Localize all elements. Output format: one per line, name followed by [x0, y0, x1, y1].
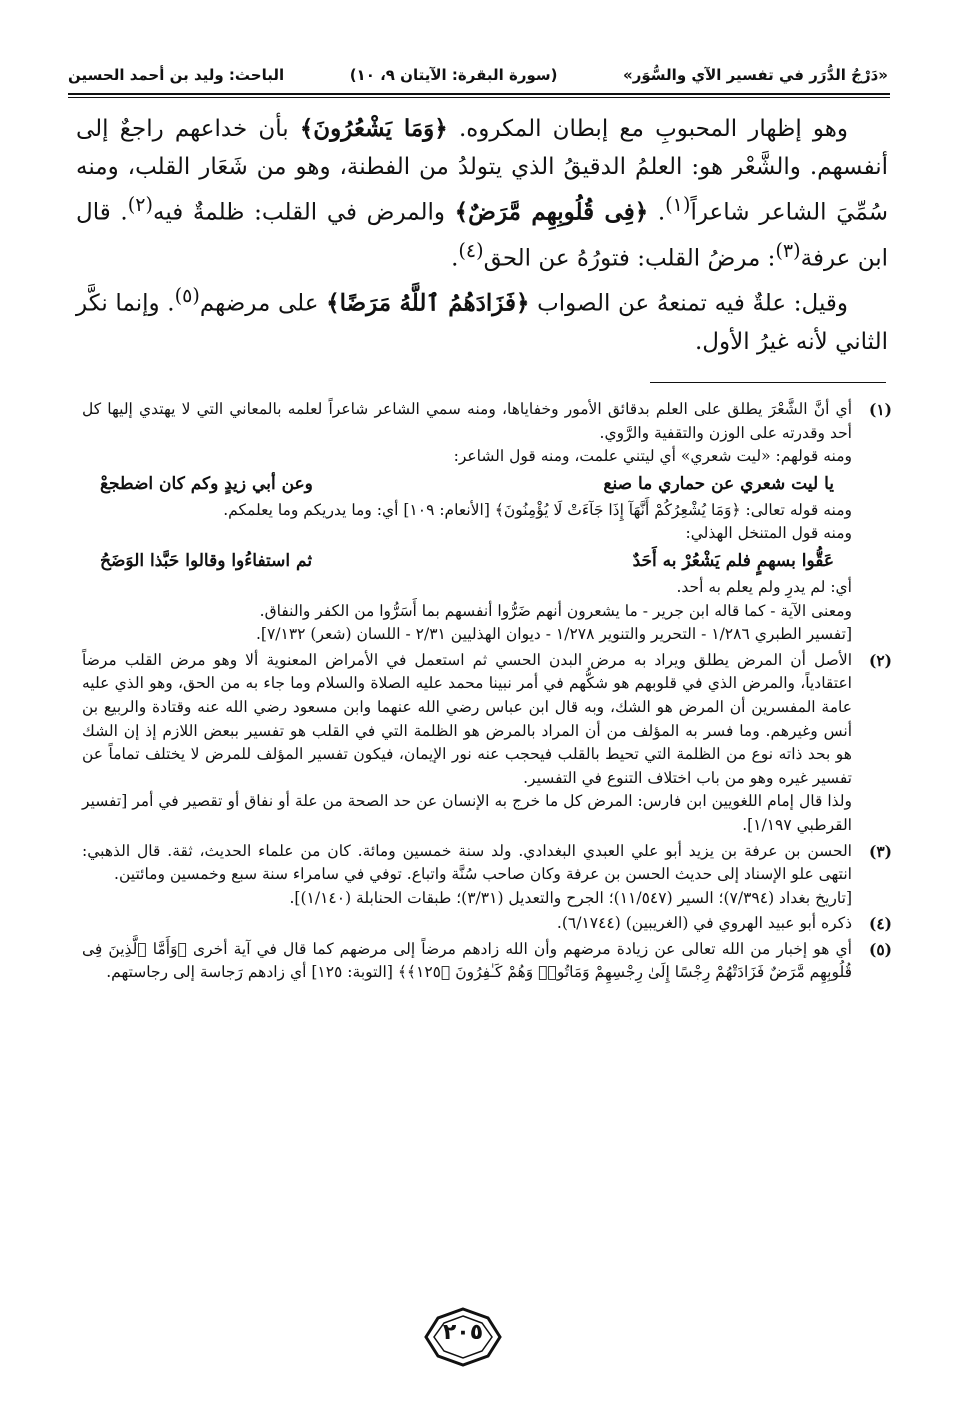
footnote-separator — [650, 382, 886, 383]
footnote-citation: [تفسير الطبري ١/٢٨٦ - التحرير والتنوير ١/٢٧٨ - ديوان الهذليين ٢/٣١ - اللسان (شعر) ٧/١٣٢]. — [255, 625, 852, 644]
text-span: وقيل: علةٌ فيه تمنعهُ عن الصواب — [529, 290, 848, 317]
paragraph-1 — [76, 110, 888, 277]
footnote-line: ومنه قوله تعالى: ﴿وَمَا يُشْعِرُكُمْ أَنَّهَآ إِذَا جَآءَتْ لَا يُؤْمِنُونَ﴾ [الأنعام: ١٠٩] أي: وما يدريكم وما يعلمكم. — [223, 500, 852, 519]
page-number: ٢٠٥ — [442, 1320, 484, 1345]
researcher-name: الباحث: وليد بن أحمد الحسين — [68, 66, 285, 84]
main-text — [76, 110, 888, 361]
text-span: . — [648, 199, 666, 226]
footnote-body — [82, 840, 852, 911]
footnote-ref: (٤) — [458, 238, 484, 262]
text-span: والمرض في القلب: ظلمةٌ فيه — [152, 199, 455, 226]
text-span: . — [451, 245, 459, 272]
quran-quote: ﴿وَمَا يَشْعُرُونَ﴾ — [299, 115, 448, 142]
verse-hemistich: ثم استفاءُوا وقالوا حَبَّذا الوَضَحُ — [100, 550, 313, 571]
quran-quote: ﴿فِى قُلُوبِهِم مَّرَضٌ﴾ — [454, 198, 649, 226]
footnote-number: (١) — [868, 400, 892, 419]
poetry-verse — [82, 469, 852, 499]
quran-quote: ﴿فَزَادَهُمُ ٱللَّهُ مَرَضًا﴾ — [326, 289, 530, 317]
page-header — [68, 58, 888, 92]
footnote-body — [82, 912, 852, 936]
footnote-line: أي هو إخبار من الله تعالى عن زيادة مرضهم وأن الله زادهم مرضاً إلى مرضهم كما قال في آية أخرى ﴿وَأَمَّا ٱلَّذِينَ فِى قُلُوبِهِم مَّرَضٌ فَزَادَتْهُمْ رِجْسًا إِلَىٰ رِجْسِهِمْ وَمَاتُوا۟ وَهُمْ كَـٰفِرُونَ ﴿١٢٥﴾﴾ [التوبة: ١٢٥] أي زادهم رَجاسة إلى رجاستهم. — [82, 939, 852, 982]
footnote-2 — [82, 649, 892, 838]
text-span: وهو إظهار المحبوبِ مع إبطان المكروه. — [447, 116, 848, 142]
verse-hemistich: عَقُّوا بسهمٍ فلم يَشْعُرْ به أَحَدٌ — [632, 550, 834, 571]
book-title: «دَرْجُ الدُّرَر في تفسير الآي والسُّوَر» — [623, 66, 888, 84]
footnote-number: (٣) — [868, 841, 892, 861]
footnote-line: الأصل أن المرض يطلق ويراد به مرض البدن الحسي ثم استعمل في الأمراض المعنوية ألا وهو مرض القلب مرضاً اعتقادياً، والمرض الذي في قلوبهم هو شكُّهم في أمر نبينا محمد عليه الصلاة والسلام وما جاء به من الحق، وهو الذي عليه عامة المفسرين أن المرض هو الشك، وبه قال ابن عباس رضي الله عنهما وابن مسعود رضي الله عنه وقتادة والربيع بن أنس وغيرهم. وما فسر به المؤلف من أن المراد بالمرض هو الظلمة التي في القلب هو تفسير ببعض اللازم إذ إن الشك هو بحد ذاته نوع من الظلمة التي تحيط بالقلب فيحجب عنه نور الإيمان، فيكون تفسير المؤلف للمرض لا يختلف تماماً عن تفسير غيره وهو من باب اختلاف التنوع في التفسير. — [82, 650, 853, 787]
footnote-line: أي: لم يدرِ ولم يعلم به أحد. — [676, 577, 852, 596]
footnote-4 — [82, 912, 892, 936]
footnote-body — [82, 398, 852, 647]
verse-hemistich: وعن أبي زيدٍ وكم كان اضطجعْ — [100, 473, 313, 494]
header-rule-thick — [68, 93, 890, 95]
footnote-line: ومنه قولهم: «ليت شعري» أي ليتني علمت، ومنه قول الشاعر: — [453, 447, 852, 466]
footnote-ref: (٢) — [127, 193, 153, 216]
text-span: على مرضهم — [199, 290, 327, 317]
footnote-citation: [تاريخ بغداد (٧/٣٩٤)؛ السير (١١/٥٤٧)؛ الجرح والتعديل (٣/٣١)؛ طبقات الحنابلة (١/١٤٠)]. — [289, 888, 852, 907]
footnote-line: ومعنى الآية - كما قاله ابن جرير - ما يشعرون أنهم ضَرُّوا أنفسهم بما أَسَرُّوا من الكفر والنفاق. — [259, 601, 852, 620]
text-span: . وإنما نكَّر الثاني لأنه غيرُ الأول. — [76, 290, 888, 355]
footnote-number: (٤) — [868, 914, 892, 934]
footnote-ref: (٥) — [174, 284, 200, 308]
footnote-body — [82, 938, 852, 985]
footnotes — [82, 398, 892, 987]
footnote-line: أي أنَّ الشَّعْرَ يطلق على العلم بدقائق الأمور وخفاياها، ومنه سمي الشاعر شاعراً لعلمه بالمعاني التي لا يهتدي إليها كل أحد وقدرته على الوزن والتقفية والرَّوي. — [82, 400, 852, 442]
footnote-number: (٥) — [868, 939, 892, 959]
poetry-verse — [82, 546, 852, 576]
text-span: . قال ابن عرفة — [76, 199, 888, 272]
footnote-line: ولذا قال إمام اللغويين ابن فارس: المرض كل ما خرج به الإنسان عن حد الصحة من علة أو نفاق أو تقصير في أمر [تفسير القرطبي ١/١٩٧]. — [82, 792, 852, 834]
text-span: بأن خداعهم راجعٌ إلى أنفسهم. والشَّعْر هو: العلمُ الدقيقُ الذي يتولدُ من الفطنة، وهو من شَعَار القلب، ومنه سُمِّيَ الشاعر شاعراً — [76, 116, 888, 226]
footnote-ref: (١) — [665, 193, 691, 216]
footnote-1 — [82, 398, 892, 647]
surah-info: (سورة البقرة: الآيتان ٩، ١٠) — [349, 66, 558, 84]
footnote-line: الحسن بن عرفة بن يزيد أبو علي العبدي البغدادي. ولد سنة خمسين ومائة. كان من علماء الحديث، ثقة. قال الذهبي: انتهى علو الإسناد إلى حديث الحسن بن عرفة وكان صاحب سُنَّة واتباع. توفي في سامراء سنة سبع وخمسين ومائتين. — [82, 841, 852, 884]
footnote-5 — [82, 938, 892, 985]
verse-hemistich: يا ليت شعري عن حماري ما صنع — [603, 473, 834, 494]
text-span: : مرضُ القلب: فتورُهُ عن الحق — [483, 245, 776, 272]
footnote-3 — [82, 840, 892, 911]
paragraph-2 — [76, 277, 888, 361]
footnote-line: ذكره أبو عبيد الهروي في (الغريبين) (٦/١٧٤٤). — [556, 914, 852, 933]
footnote-ref: (٣) — [775, 238, 801, 262]
footnote-number: (٢) — [868, 650, 892, 670]
footnote-line: ومنه قول المتنخل الهذلي: — [685, 524, 852, 543]
header-rule-thin — [68, 97, 890, 98]
footnote-body — [82, 649, 852, 838]
